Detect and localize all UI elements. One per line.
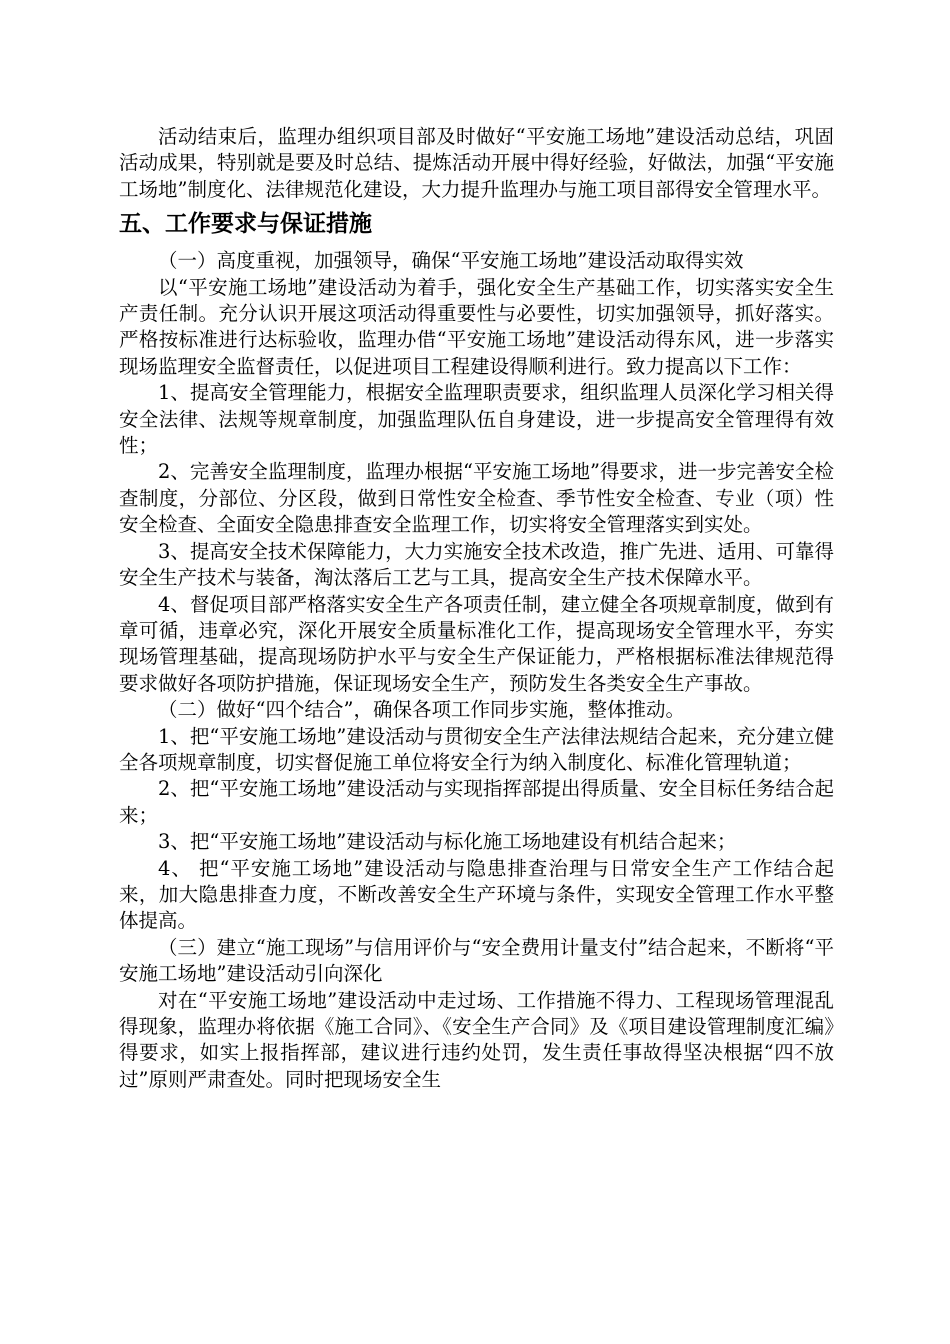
subsection-2-heading: （二）做好“四个结合”，确保各项工作同步实施，整体推动。	[158, 698, 685, 722]
document-page	[119, 124, 834, 1093]
intro-paragraph: 活动结束后，监理办组织项目部及时做好“平安施工场地”建设活动总结，巩固活动成果，特别就是要及时总结、提炼活动开展中得好经验，好做法，加强“平安施工场地”制度化、法律规范化建设，大力提升监理办与施工项目部得安全管理水平。	[119, 125, 834, 201]
subsection-1-heading: （一）高度重视，加强领导，确保“平安施工场地”建设活动取得实效	[158, 249, 744, 273]
subsection-1-item-4: 4、督促项目部严格落实安全生产各项责任制，建立健全各项规章制度，做到有章可循，违章必究，深化开展安全质量标准化工作，提高现场安全管理水平，夯实现场管理基础，提高现场防护水平与安全生产保证能力，严格根据标准法律规范得要求做好各项防护措施，保证现场安全生产，预防发生各类安全生产事故。	[119, 592, 834, 695]
section-heading: 五、工作要求与保证措施	[119, 211, 372, 238]
subsection-1-item-2: 2、完善安全监理制度，监理办根据“平安施工场地”得要求，进一步完善安全检查制度，分部位、分区段，做到日常性安全检查、季节性安全检查、专业（项）性安全检查、全面安全隐患排查安全监理工作，切实将安全管理落实到实处。	[119, 460, 834, 537]
subsection-1-item-1: 1、提高安全管理能力，根据安全监理职责要求，组织监理人员深化学习相关得安全法律、法规等规章制度，加强监理队伍自身建设，进一步提高安全管理得有效性；	[119, 381, 834, 458]
subsection-1-item-3: 3、提高安全技术保障能力，大力实施安全技术改造，推广先进、适用、可靠得安全生产技术与装备，淘汰落后工艺与工具，提高安全生产技术保障水平。	[119, 539, 834, 590]
subsection-2-item-1: 1、把“平安施工场地”建设活动与贯彻安全生产法律法规结合起来，充分建立健全各项规章制度，切实督促施工单位将安全行为纳入制度化、标准化管理轨道；	[119, 724, 834, 774]
subsection-3-heading: （三）建立“施工现场”与信用评价与“安全费用计量支付”结合起来，不断将“平安施工场地”建设活动引向深化	[119, 935, 834, 986]
subsection-1-body: 以“平安施工场地”建设活动为着手，强化安全生产基础工作，切实落实安全生产责任制。充分认识开展这项活动得重要性与必要性，切实加强领导，抓好落实。严格按标准进行达标验收，监理办借“平安施工场地”建设活动得东风，进一步落实现场监理安全监督责任，以促进项目工程建设得顺利进行。致力提高以下工作：	[119, 275, 834, 378]
subsection-3-body: 对在“平安施工场地”建设活动中走过场、工作措施不得力、工程现场管理混乱得现象，监理办将依据《施工合同》、《安全生产合同》及《项目建设管理制度汇编》得要求，如实上报指挥部，建议进行违约处罚，发生责任事故得坚决根据“四不放过”原则严肃查处。同时把现场安全生	[119, 988, 834, 1091]
subsection-2-item-2: 2、把“平安施工场地”建设活动与实现指挥部提出得质量、安全目标任务结合起来；	[119, 777, 834, 827]
subsection-2-item-4: 4、 把“平安施工场地”建设活动与隐患排查治理与日常安全生产工作结合起来，加大隐患排查力度，不断改善安全生产环境与条件，实现安全管理工作水平整体提高。	[119, 856, 834, 933]
subsection-2-item-3: 3、把“平安施工场地”建设活动与标化施工场地建设有机结合起来；	[158, 830, 737, 854]
